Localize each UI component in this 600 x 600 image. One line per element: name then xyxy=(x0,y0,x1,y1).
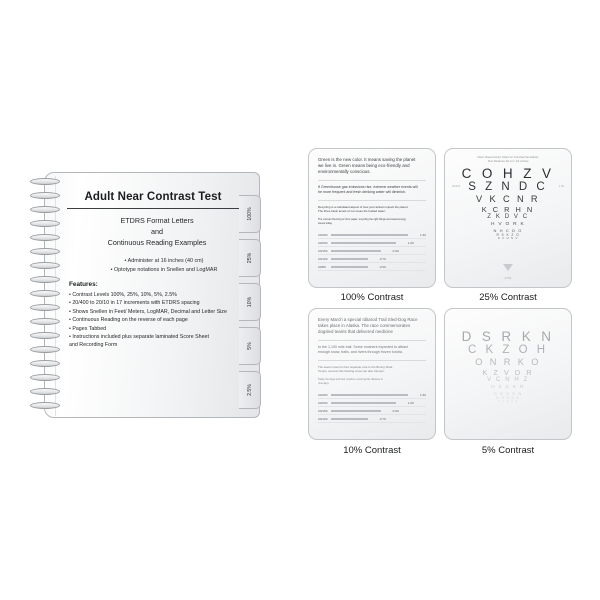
reading-line: The three basic tenets of our reuse the bottled water. xyxy=(318,209,386,214)
acuity-row-bar xyxy=(331,266,368,268)
acuity-row-bar xyxy=(331,394,408,396)
eye-chart-row: N H C D O xyxy=(493,227,523,233)
acuity-row-value: 0.70 xyxy=(379,416,386,421)
caption-5-contrast: 5% Contrast xyxy=(481,445,535,456)
reading-line: Today the dogs and their mushers covering this distance in xyxy=(318,378,384,382)
reading-paragraph xyxy=(318,378,426,386)
acuity-row-value: 1.00 xyxy=(407,240,414,245)
eye-chart-header-25 xyxy=(445,155,571,163)
feature-item: • Continuous Reading on the reverse of each page xyxy=(69,317,188,324)
acuity-row-bar xyxy=(331,250,381,252)
acuity-row xyxy=(318,247,426,255)
reading-page-content-100 xyxy=(318,157,426,279)
acuity-row xyxy=(318,263,426,271)
booklet-tab-100-label: 100% xyxy=(246,207,253,221)
acuity-row xyxy=(318,399,426,407)
reading-paragraph xyxy=(318,345,426,355)
sample-page-100-contrast[interactable] xyxy=(308,148,436,288)
acuity-row-label: 20/80 xyxy=(318,264,326,269)
booklet-admin-bullet-1: • Administer at 16 inches (40 cm) xyxy=(124,258,204,264)
eye-chart-row: H Z C K R xyxy=(491,384,525,390)
reading-paragraph xyxy=(318,205,426,213)
reading-line: The cost and burning of oil or paper, recycling the right things are based energy xyxy=(318,218,406,222)
acuity-row-label: 20/200 xyxy=(318,400,328,405)
feature-item: • 20/400 to 20/10 in 17 increments with ETDRS spacing xyxy=(69,300,200,307)
booklet-tab-2-5-label: 2.5% xyxy=(246,384,253,396)
booklet-tab-10-label: 10% xyxy=(246,296,253,308)
acuity-row-value: 1.30 xyxy=(419,232,426,237)
eye-chart-row: S Z N D C xyxy=(468,181,548,193)
acuity-row-value: 0.90 xyxy=(392,248,399,253)
acuity-row xyxy=(318,231,426,239)
sample-page-5-contrast[interactable] xyxy=(444,308,572,440)
reading-paragraph xyxy=(318,185,426,195)
booklet-cover xyxy=(44,172,260,418)
reading-line: takes place in Alaska. The race commemorates xyxy=(318,323,411,328)
acuity-row-label: 20/160 xyxy=(318,408,328,413)
acuity-row-label: 20/160 xyxy=(318,248,328,253)
title-underline xyxy=(67,208,239,209)
booklet-admin-bullets xyxy=(85,257,243,274)
eye-chart-header-line: Test Distance 40 cm / 16 inches xyxy=(487,159,529,163)
acuity-row-bar xyxy=(331,258,368,260)
eye-chart-row: K C R H N xyxy=(481,205,535,214)
features-heading: Features: xyxy=(69,281,98,288)
eye-chart-footer-25: 2.5% xyxy=(504,276,512,280)
eye-chart-row: N V O C Z xyxy=(497,399,519,404)
acuity-row-label: 20/100 xyxy=(318,416,328,421)
eye-chart-5 xyxy=(445,309,571,439)
eye-chart-side-label-right: 1.30 xyxy=(558,185,564,188)
spiral-binding xyxy=(28,176,62,414)
eye-chart-row: O D V S N xyxy=(493,390,523,396)
reading-line: be more frequent and fresh drinking water will diminish. xyxy=(318,190,406,194)
caption-25-contrast: 25% Contrast xyxy=(479,292,537,303)
reading-line: Recycling is a calculated aspect of how your actions impact the planet. xyxy=(318,205,409,209)
feature-item: • Instructions included plus separate laminated Score Sheet xyxy=(69,334,209,341)
acuity-row xyxy=(318,239,426,247)
reading-paragraph xyxy=(318,157,426,175)
sample-page-25-contrast[interactable] xyxy=(444,148,572,288)
feature-item: • Pages Tabbed xyxy=(69,325,107,332)
acuity-row-bar xyxy=(331,234,408,236)
booklet-tab-25-label: 25% xyxy=(246,252,253,264)
page-divider xyxy=(318,200,426,201)
booklet-admin-bullet-2: • Optotype notations in Snellen and LogMAR xyxy=(110,266,218,273)
booklet-tab-5-label: 5% xyxy=(246,342,253,350)
eye-chart-row: C K Z O H xyxy=(467,344,549,356)
caption-100-contrast: 100% Contrast xyxy=(340,292,404,303)
booklet-subtitle xyxy=(71,215,243,248)
booklet-tab-2-5[interactable] xyxy=(239,371,261,409)
eye-chart-header-line: Near Visual Acuity Chart for Contrast Sensitivity xyxy=(477,155,539,159)
feature-item: • Contrast Levels 100%, 25%, 10%, 5%, 2.5% xyxy=(69,292,177,298)
eye-chart-25 xyxy=(445,149,571,287)
acuity-row-label: 20/400 xyxy=(318,232,328,237)
eye-chart-row: D S R K N xyxy=(461,329,555,344)
acuity-row-label: 20/400 xyxy=(318,392,328,397)
reading-line: we live in. Green means being eco-friendly and xyxy=(318,163,410,168)
acuity-row-value: 0.70 xyxy=(379,256,386,261)
acuity-row xyxy=(318,255,426,263)
reading-line: to the 1,100 mile trail. Some mushers expected to attract xyxy=(318,345,409,349)
acuity-row-label: 20/100 xyxy=(318,256,328,261)
page-divider xyxy=(318,340,426,341)
reading-line: enough snow, trails, and rivers through frozen tundra. xyxy=(318,350,403,354)
booklet-subtitle-line-2: and xyxy=(151,227,163,236)
eye-chart-rows-25 xyxy=(445,166,571,241)
eye-chart-row: R S K Z O xyxy=(496,232,520,237)
eye-chart-row: C O H Z V xyxy=(461,166,555,181)
reading-page-content-10 xyxy=(318,317,426,431)
reading-line: issues today. xyxy=(318,222,333,226)
acuity-row xyxy=(318,415,426,423)
eye-chart-row: Z K D V C xyxy=(487,214,529,220)
reading-paragraph xyxy=(318,365,426,373)
eye-chart-row: V K C N R xyxy=(476,194,540,204)
features-list xyxy=(69,291,255,350)
triangle-marker-icon xyxy=(503,264,513,271)
eye-chart-row: R H S D K xyxy=(496,395,520,400)
eye-chart-row: H V O R K xyxy=(490,221,526,227)
page-divider xyxy=(318,360,426,361)
acuity-row-bar xyxy=(331,418,368,420)
eye-chart-row: O N R K O xyxy=(475,357,541,367)
acuity-row-value: 0.90 xyxy=(392,408,399,413)
page-divider xyxy=(318,180,426,181)
acuity-row-value: 1.30 xyxy=(419,392,426,397)
feature-item: • Shows Snellen in Feet/ Meters, LogMAR, Decimal and Letter Size xyxy=(69,308,227,315)
reading-line: environmentally conscious. xyxy=(318,169,371,174)
reading-line: nine days. xyxy=(318,382,330,386)
eye-chart-side-label-left: 20/400 xyxy=(452,185,461,188)
reading-line: The teams travel to their separate vote to the Bering Strait. xyxy=(318,365,394,369)
reading-line: dogsled teams that delivered medicine xyxy=(318,329,393,334)
acuity-row-bar xyxy=(331,242,396,244)
eye-chart-rows-5 xyxy=(445,329,571,404)
eye-chart-row: K Z V D R xyxy=(482,368,534,377)
acuity-row-bar xyxy=(331,402,396,404)
reading-line: Green is the new color. It means saving the planet xyxy=(318,157,416,162)
booklet-title: Adult Near Contrast Test xyxy=(84,191,222,203)
acuity-row xyxy=(318,391,426,399)
caption-10-contrast: 10% Contrast xyxy=(343,445,401,456)
eye-chart-row: V C N H Z xyxy=(487,377,529,383)
acuity-scale-rows-100 xyxy=(318,231,426,271)
sample-page-10-contrast[interactable] xyxy=(308,308,436,440)
eye-chart-row: D C H N V xyxy=(497,236,519,241)
booklet xyxy=(28,172,280,418)
reading-paragraph xyxy=(318,317,426,335)
reading-line: Temps, several mile blowing snow can also hamper. xyxy=(318,369,385,374)
reading-line: If Greenhouse gas emissions rise, extreme weather events will xyxy=(318,185,418,189)
feature-item: and Recording Form xyxy=(69,342,118,349)
acuity-scale-rows-10 xyxy=(318,391,426,423)
acuity-row-bar xyxy=(331,410,381,412)
booklet-subtitle-line-1: ETDRS Format Letters xyxy=(120,216,194,225)
acuity-row-value: 1.00 xyxy=(407,400,414,405)
booklet-subtitle-line-3: Continuous Reading Examples xyxy=(107,238,207,247)
acuity-row xyxy=(318,407,426,415)
acuity-row-label: 20/200 xyxy=(318,240,328,245)
reading-line: Every March a special Iditarod Trail Sled-Dog Race xyxy=(318,317,418,322)
acuity-row-value: 0.60 xyxy=(379,264,386,269)
reading-paragraph xyxy=(318,218,426,226)
